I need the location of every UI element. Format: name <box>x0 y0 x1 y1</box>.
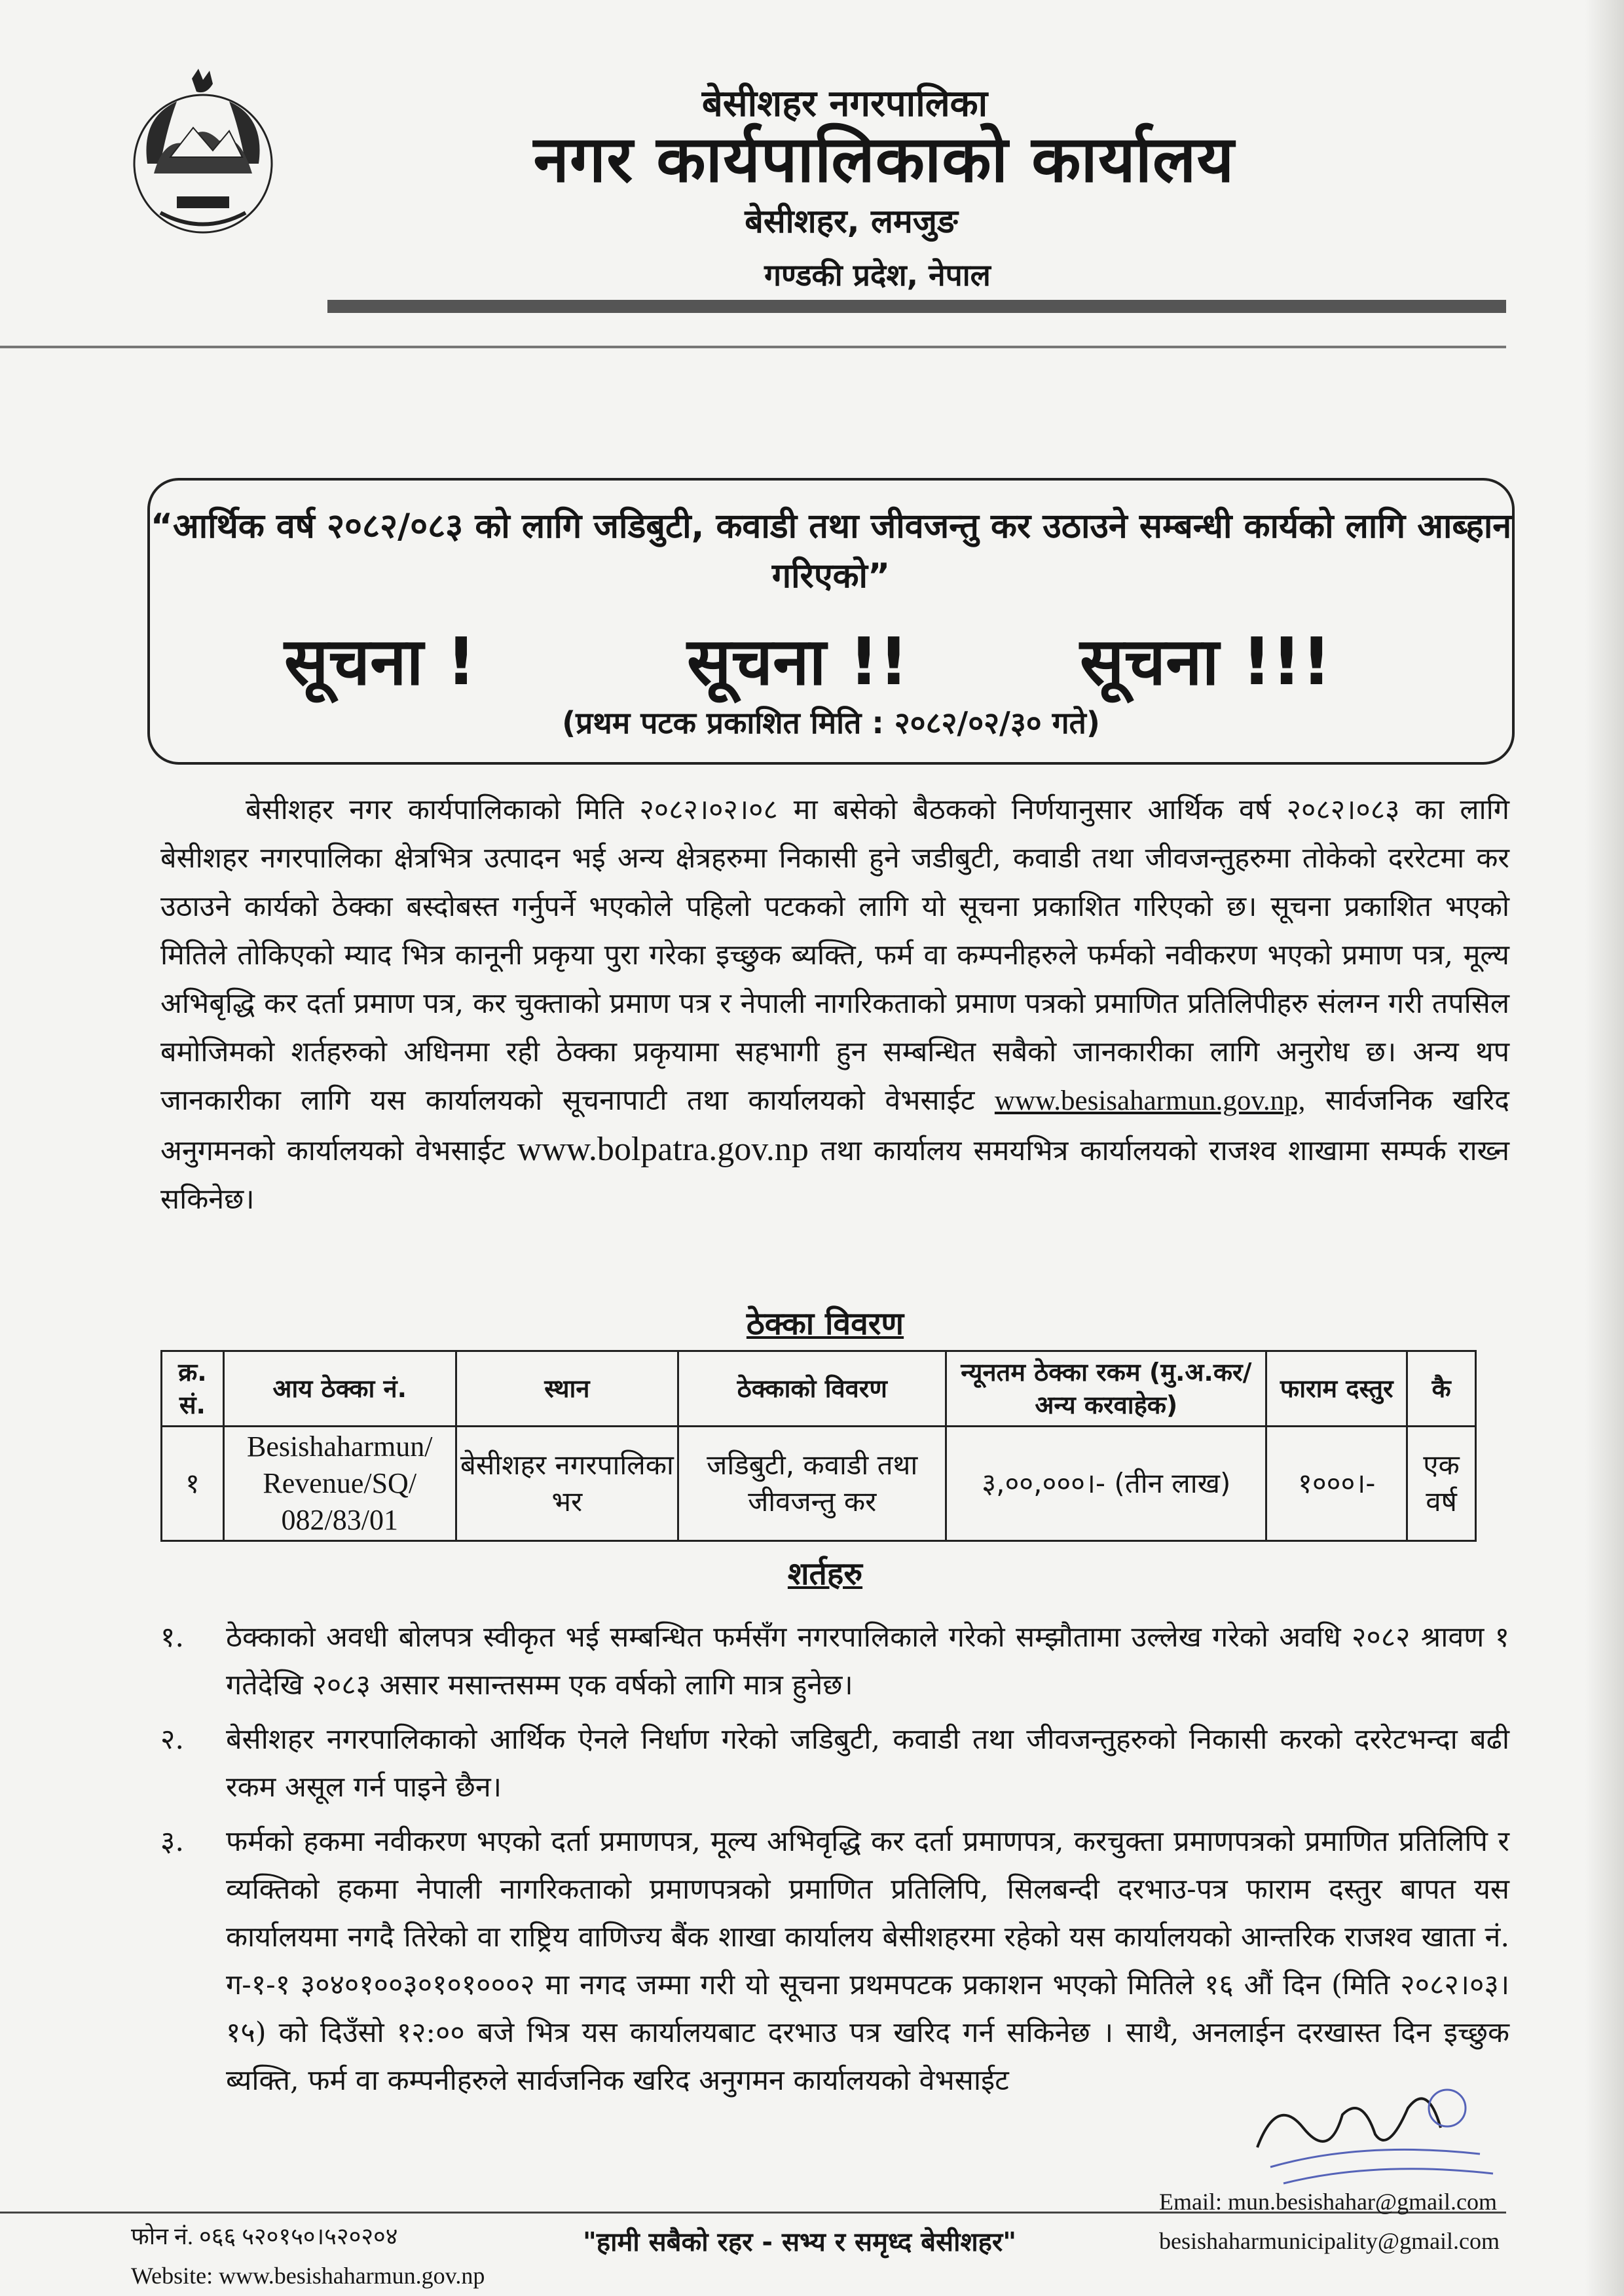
cell-contract-no: Besishaharmun/ Revenue/SQ/ 082/83/01 <box>223 1427 456 1541</box>
col-header-location: स्थान <box>456 1351 678 1427</box>
cell-description: जडिबुटी, कवाडी तथा जीवजन्तु कर <box>678 1427 946 1541</box>
body-text-end: तथा कार्यालय समयभित्र कार्यालयको राजश्व शाखामा सम्पर्क राख्न सकिनेछ। <box>160 1135 1509 1216</box>
term-number: २. <box>160 1723 185 1756</box>
footer-website[interactable]: Website: www.besishaharmun.gov.np <box>131 2263 485 2289</box>
body-text-mid: सार्वजनिक खरिद अनुगमनको कार्यालयको वेभसाईट <box>160 1084 1510 1167</box>
col-header-sn: क्र. सं. <box>162 1351 224 1427</box>
header-rule-thick <box>327 300 1506 313</box>
municipality-name: बेसीशहर नगरपालिका <box>701 82 988 125</box>
table-header-row <box>162 1351 1476 1427</box>
term-item <box>160 1818 1509 2105</box>
cell-location: बेसीशहर नगरपालिका भर <box>456 1427 678 1541</box>
col-header-form-fee: फाराम दस्तुर <box>1266 1351 1407 1427</box>
footer-slogan: "हामी सबैको रहर - सभ्य र समृध्द बेसीशहर" <box>583 2227 1017 2257</box>
col-header-contract-no: आय ठेक्का नं. <box>223 1351 456 1427</box>
cell-min-amount: ३,००,०००।- (तीन लाख) <box>946 1427 1266 1541</box>
term-number: १. <box>160 1621 185 1654</box>
footer-email-primary[interactable]: Email: mun.besishahar@gmail.com <box>1159 2189 1498 2215</box>
term-text: बेसीशहर नगरपालिकाको आर्थिक ऐनले निर्धाण गरेको जडिबुटी, कवाडी तथा जीवजन्तुहरुको निकासी करको दररेटभन्दा बढी रकम असूल गर्न पाइने छैन। <box>226 1723 1509 1804</box>
footer-email-secondary[interactable]: besishaharmunicipality@gmail.com <box>1159 2228 1500 2254</box>
header-rule-thin <box>0 346 1506 348</box>
term-number: ३. <box>160 1825 185 1858</box>
col-header-remarks: कै <box>1407 1351 1476 1427</box>
terms-list <box>160 1614 1509 2111</box>
office-province: गण्डकी प्रदेश, नेपाल <box>764 257 991 293</box>
cell-sn: १ <box>162 1427 224 1541</box>
term-item <box>160 1716 1509 1812</box>
body-text-main: बेसीशहर नगर कार्यपालिकाको मिति २०८२।०२।०८ मा बसेको बैठकको निर्णयानुसार आर्थिक वर्ष २०८२।०८३ का लागि बेसीशहर नगरपालिका क्षेत्रभित्र उत्पादन भई अन्य क्षेत्रहरुमा निकासी हुने जडीबुटी, कवाडी तथा जीवजन्तुहरुमा तोकेको दररेटमा कर उठाउने कार्यको ठेक्का बस्दोबस्त गर्नुपर्ने भएकोले पहिलो पटकको लागि यो सूचना प्रकाशित गरिएको छ। सूचना प्रकाशित भएको मितिले तोकिएको म्याद भित्र कानूनी प्रकृया पुरा गरेका इच्छुक ब्यक्ति, फर्म वा कम्पनीहरुले फर्मको नवीकरण भएको प्रमाण पत्र, मूल्य अभिबृद्धि कर दर्ता प्रमाण पत्र, कर चुक्ताको प्रमाण पत्र र नेपाली नागरिकताको प्रमाण पत्रको प्रमाणित प्रतिलिपीहरु संलग्न गरी तपसिल बमोजिमको शर्तहरुको अधिनमा रही ठेक्का प्रकृयामा सहभागी हुन सम्बन्धित सबैको जानकारीका लागि अनुरोध छ। अन्य थप जानकारीका लागि यस कार्यालयको सूचनापाटी तथा कार्यालयको वेभसाईट <box>160 793 1509 1117</box>
municipality-website-link[interactable]: www.besisaharmun.gov.np, <box>994 1085 1306 1116</box>
footer-phone: फोन नं. ०६६ ५२०१५०।५२०२०४ <box>131 2223 398 2250</box>
notice-title: “आर्थिक वर्ष २०८२/०८३ को लागि जडिबुटी, कवाडी तथा जीवजन्तु कर उठाउने सम्बन्धी कार्यको लागि आब्हान गरिएको” <box>150 507 1512 596</box>
terms-title: शर्तहरु <box>787 1556 863 1592</box>
notice-title-box <box>147 478 1515 765</box>
contract-table <box>160 1350 1477 1542</box>
published-date: (प्रथम पटक प्रकाशित मिति : २०८२/०२/३० गते) <box>562 705 1100 740</box>
suchana-heading-3: सूचना !!! <box>1080 623 1332 700</box>
scan-edge-shadow <box>1585 0 1624 2296</box>
suchana-heading-2: सूचना !! <box>687 623 909 700</box>
term-item <box>160 1614 1509 1709</box>
table-row <box>162 1427 1476 1541</box>
office-district: बेसीशहर, लमजुङ <box>745 202 958 240</box>
col-header-description: ठेक्काको विवरण <box>678 1351 946 1427</box>
term-text: फर्मको हकमा नवीकरण भएको दर्ता प्रमाणपत्र, मूल्य अभिवृद्धि कर दर्ता प्रमाणपत्र, करचुक्ता प्रमाणपत्रको प्रमाणित प्रतिलिपि र व्यक्तिको हकमा नेपाली नागरिकताको प्रमाणपत्रको प्रमाणित प्रतिलिपि, सिलबन्दी दरभाउ-पत्र फाराम दस्तुर बापत यस कार्यालयमा नगदै तिरेको वा राष्ट्रिय वाणिज्य बैंक शाखा कार्यालय बेसीशहरमा रहेको यस कार्यालयको आन्तरिक राजश्व खाता नं. ग-१-१ ३०४०१००३०१०१०००२ मा नगद जम्मा गरी यो सूचना प्रथमपटक प्रकाशन भएको मितिले १६ औं दिन (मिति २०८२।०३।१५) को दिउँसो १२:०० बजे भित्र यस कार्यालयबाट दरभाउ पत्र खरिद गर्न सकिनेछ । साथै, अनलाईन दरखास्त दिन इच्छुक ब्यक्ति, फर्म वा कम्पनीहरुले सार्वजनिक खरिद अनुगमन कार्यालयको वेभसाईट <box>226 1825 1509 2097</box>
col-header-min-amount: न्यूनतम ठेक्का रकम (मु.अ.कर/अन्य करवाहेक) <box>946 1351 1266 1427</box>
contract-table-title: ठेक्का विवरण <box>746 1305 904 1342</box>
office-name: नगर कार्यपालिकाको कार्यालय <box>533 122 1235 197</box>
suchana-heading-1: सूचना ! <box>284 623 476 700</box>
officer-signature-stamp <box>1231 2069 1506 2200</box>
term-text: ठेक्काको अवधी बोलपत्र स्वीकृत भई सम्बन्धित फर्मसँग नगरपालिकाले गरेको सम्झौतामा उल्लेख गरेको अवधि २०८२ श्रावण १ गतेदेखि २०८३ असार मसान्तसम्म एक वर्षको लागि मात्र हुनेछ। <box>226 1621 1509 1702</box>
cell-duration: एक वर्ष <box>1407 1427 1476 1541</box>
nepal-emblem-icon <box>115 65 291 242</box>
notice-body-paragraph <box>160 786 1509 1224</box>
cell-form-fee: १०००।- <box>1266 1427 1407 1541</box>
bolpatra-website-link[interactable]: www.bolpatra.gov.np <box>517 1131 809 1168</box>
